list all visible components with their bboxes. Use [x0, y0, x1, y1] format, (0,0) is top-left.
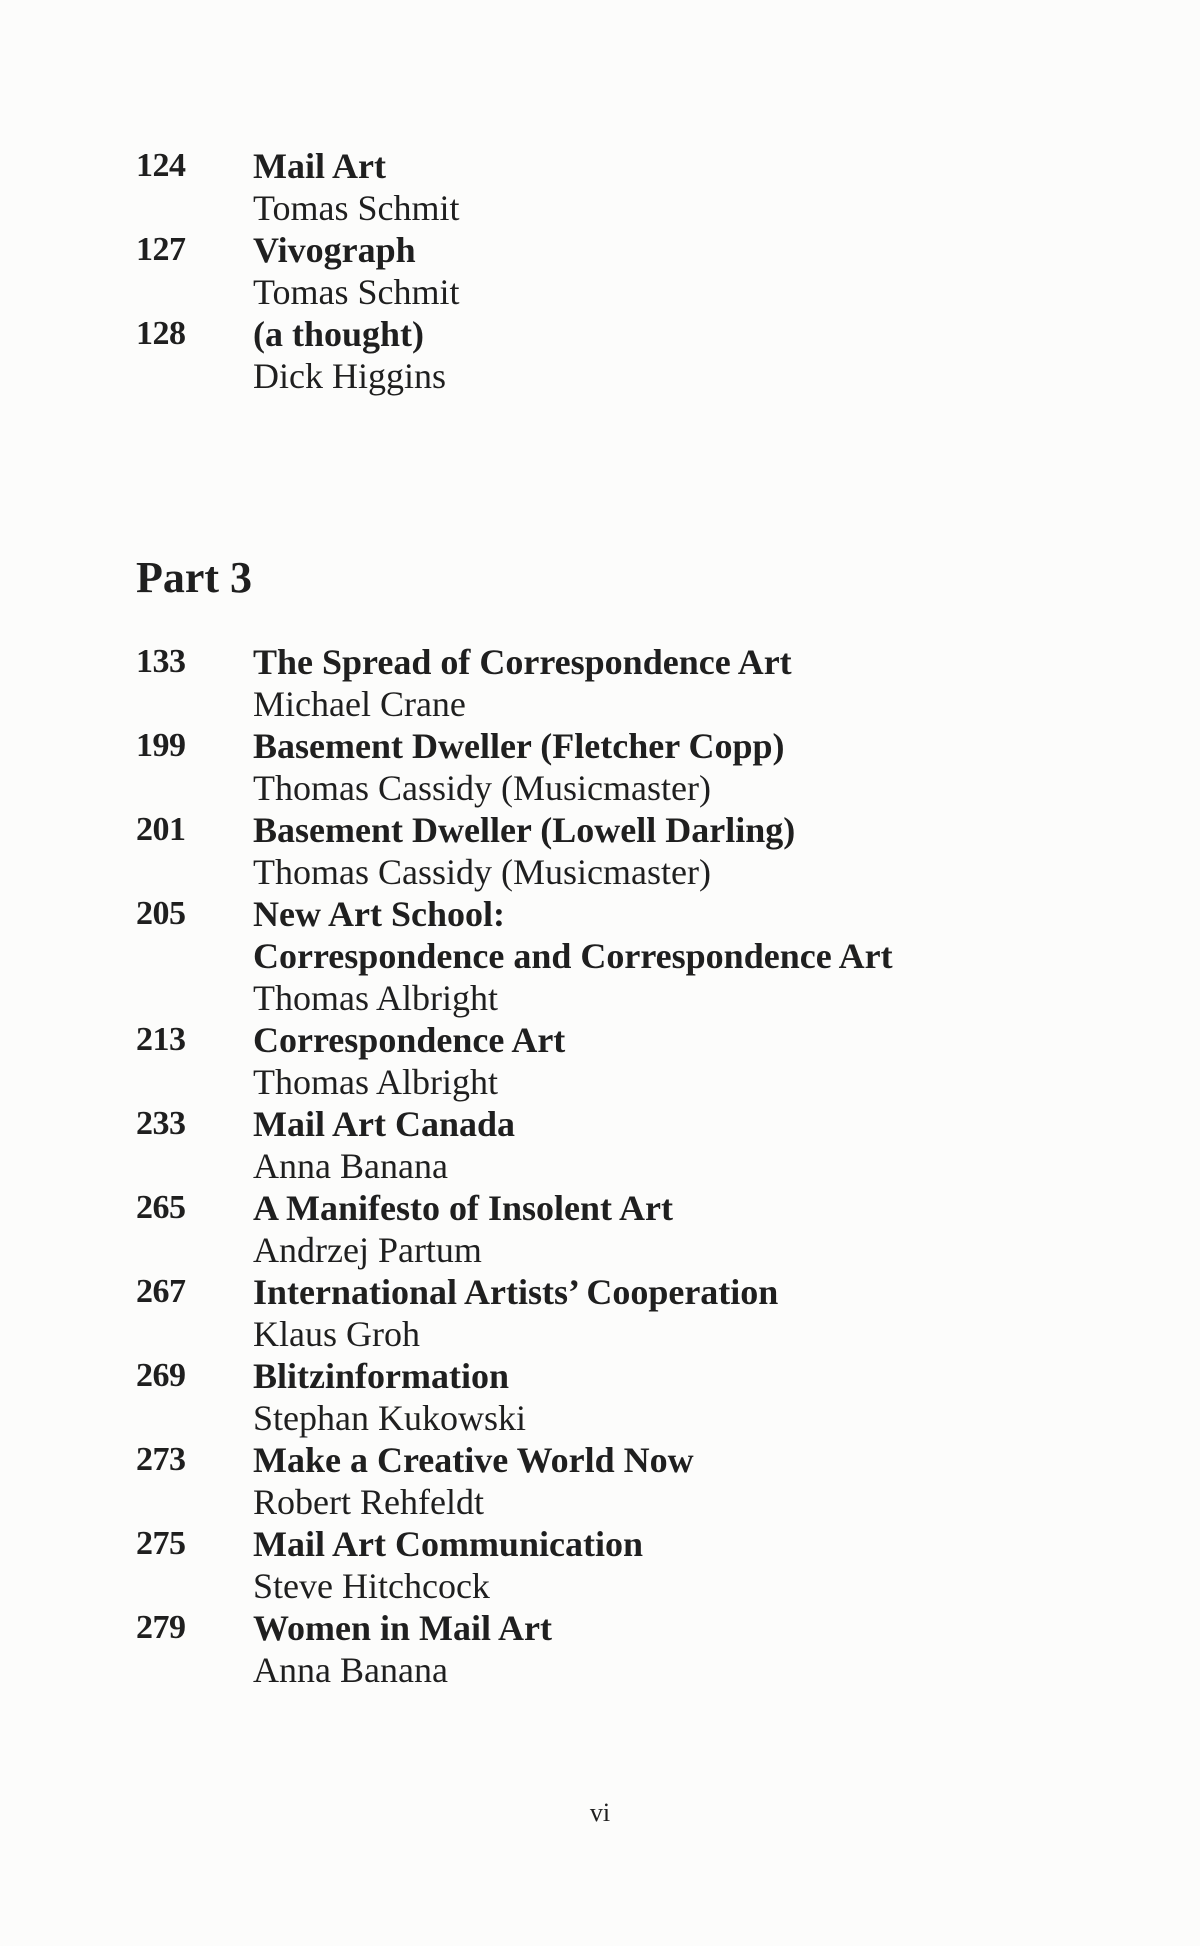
- toc-entry: [136, 1607, 1036, 1691]
- toc-page-number: 279: [136, 1609, 186, 1646]
- toc-page-number: 124: [136, 147, 186, 184]
- toc-entry-body: [253, 1019, 1036, 1103]
- toc-entry-titles: [253, 145, 1036, 187]
- toc-page-number: 265: [136, 1189, 186, 1226]
- toc-entry: [136, 1523, 1036, 1607]
- toc-entry-author: Robert Rehfeldt: [253, 1482, 484, 1522]
- toc-entry-title: Basement Dweller (Fletcher Copp): [253, 726, 785, 766]
- toc-entry: [136, 1187, 1036, 1271]
- toc-entry: [136, 893, 1036, 1019]
- toc-entry-title: Correspondence Art: [253, 1020, 566, 1060]
- toc-entry-titles: [253, 893, 1036, 977]
- toc-entry-title: (a thought): [253, 314, 425, 354]
- toc-entry-body: [253, 313, 1036, 397]
- toc-entry-title: Women in Mail Art: [253, 1608, 552, 1648]
- toc-entry-author: Tomas Schmit: [253, 272, 460, 312]
- toc-entry-title: New Art School:: [253, 894, 505, 934]
- toc-page-number: 133: [136, 643, 186, 680]
- toc-part-list: [136, 641, 1036, 1691]
- toc-entry-titles: [253, 1103, 1036, 1145]
- toc-entry-body: [253, 1187, 1036, 1271]
- toc-entry-titles: [253, 229, 1036, 271]
- toc-entry-author: Tomas Schmit: [253, 188, 460, 228]
- toc-entry-author: Andrzej Partum: [253, 1230, 482, 1270]
- toc-entry-body: [253, 725, 1036, 809]
- toc-entry: [136, 313, 1036, 397]
- toc-entry-body: [253, 893, 1036, 1019]
- toc-entry-author: Thomas Albright: [253, 1062, 498, 1102]
- toc-entry-titles: [253, 1439, 1036, 1481]
- toc-entry-body: [253, 641, 1036, 725]
- toc-entry-titles: [253, 313, 1036, 355]
- toc-entry-title: Mail Art Canada: [253, 1104, 516, 1144]
- toc-page-number: 275: [136, 1525, 186, 1562]
- toc-entry-author: Klaus Groh: [253, 1314, 420, 1354]
- toc-entry-titles: [253, 1607, 1036, 1649]
- toc-part-entries: [136, 641, 1036, 1691]
- toc-entry-titles: [253, 1355, 1036, 1397]
- toc-entry-title: Mail Art Communication: [253, 1524, 643, 1564]
- toc-entry-titles: [253, 1523, 1036, 1565]
- toc-entry: [136, 1355, 1036, 1439]
- toc-entry: [136, 1019, 1036, 1103]
- toc-entry-body: [253, 1271, 1036, 1355]
- toc-entry-titles: [253, 725, 1036, 767]
- toc-page-number: 273: [136, 1441, 186, 1478]
- toc-page-number: 128: [136, 315, 186, 352]
- toc-entry-body: [253, 1439, 1036, 1523]
- toc-entry-body: [253, 229, 1036, 313]
- toc-entry-author: Dick Higgins: [253, 356, 446, 396]
- toc-page-number: 233: [136, 1105, 186, 1142]
- part-heading: Part 3: [136, 553, 253, 602]
- toc-entry: [136, 1271, 1036, 1355]
- toc-entry-body: [253, 1103, 1036, 1187]
- toc-entry-title: Mail Art: [253, 146, 386, 186]
- toc-entry-body: [253, 1355, 1036, 1439]
- toc-entry-body: [253, 1607, 1036, 1691]
- toc-entry-title: Vivograph: [253, 230, 416, 270]
- toc-entry: [136, 1439, 1036, 1523]
- toc-entry-author: Stephan Kukowski: [253, 1398, 526, 1438]
- toc-entry: [136, 145, 1036, 229]
- toc-entry-titles: [253, 1187, 1036, 1229]
- toc-page-number: 201: [136, 811, 186, 848]
- toc-entry-title: The Spread of Correspondence Art: [253, 642, 792, 682]
- toc-entry-author: Michael Crane: [253, 684, 466, 724]
- toc-entry: [136, 725, 1036, 809]
- toc-entry-title: Make a Creative World Now: [253, 1440, 694, 1480]
- toc-entry-author: Thomas Cassidy (Musicmaster): [253, 852, 711, 892]
- toc-entry-title: Blitzinformation: [253, 1356, 509, 1396]
- toc-entry-body: [253, 145, 1036, 229]
- toc-page-number: 269: [136, 1357, 186, 1394]
- toc-entry-author: Thomas Cassidy (Musicmaster): [253, 768, 711, 808]
- toc-entry: [136, 809, 1036, 893]
- toc-entry-author: Steve Hitchcock: [253, 1566, 490, 1606]
- toc-top-list: [136, 145, 1036, 397]
- toc-entry-title: Correspondence and Correspondence Art: [253, 936, 893, 976]
- toc-top-entries: [136, 145, 1036, 397]
- toc-entry-author: Anna Banana: [253, 1146, 448, 1186]
- toc-entry-titles: [253, 809, 1036, 851]
- toc-entry-titles: [253, 641, 1036, 683]
- toc-page-number: 213: [136, 1021, 186, 1058]
- toc-page-number: 199: [136, 727, 186, 764]
- toc-entry-author: Anna Banana: [253, 1650, 448, 1690]
- toc-page-number: 127: [136, 231, 186, 268]
- toc-page-number: 205: [136, 895, 186, 932]
- toc-entry-author: Thomas Albright: [253, 978, 498, 1018]
- toc-entry-titles: [253, 1019, 1036, 1061]
- toc-page-number: 267: [136, 1273, 186, 1310]
- page-number: vi: [589, 1798, 611, 1827]
- toc-entry-body: [253, 809, 1036, 893]
- toc-entry-title: Basement Dweller (Lowell Darling): [253, 810, 796, 850]
- toc-entry: [136, 1103, 1036, 1187]
- toc-entry-title: International Artists’ Cooperation: [253, 1272, 779, 1312]
- toc-entry: [136, 229, 1036, 313]
- toc-entry-body: [253, 1523, 1036, 1607]
- toc-entry: [136, 641, 1036, 725]
- toc-entry-title: A Manifesto of Insolent Art: [253, 1188, 673, 1228]
- toc-entry-titles: [253, 1271, 1036, 1313]
